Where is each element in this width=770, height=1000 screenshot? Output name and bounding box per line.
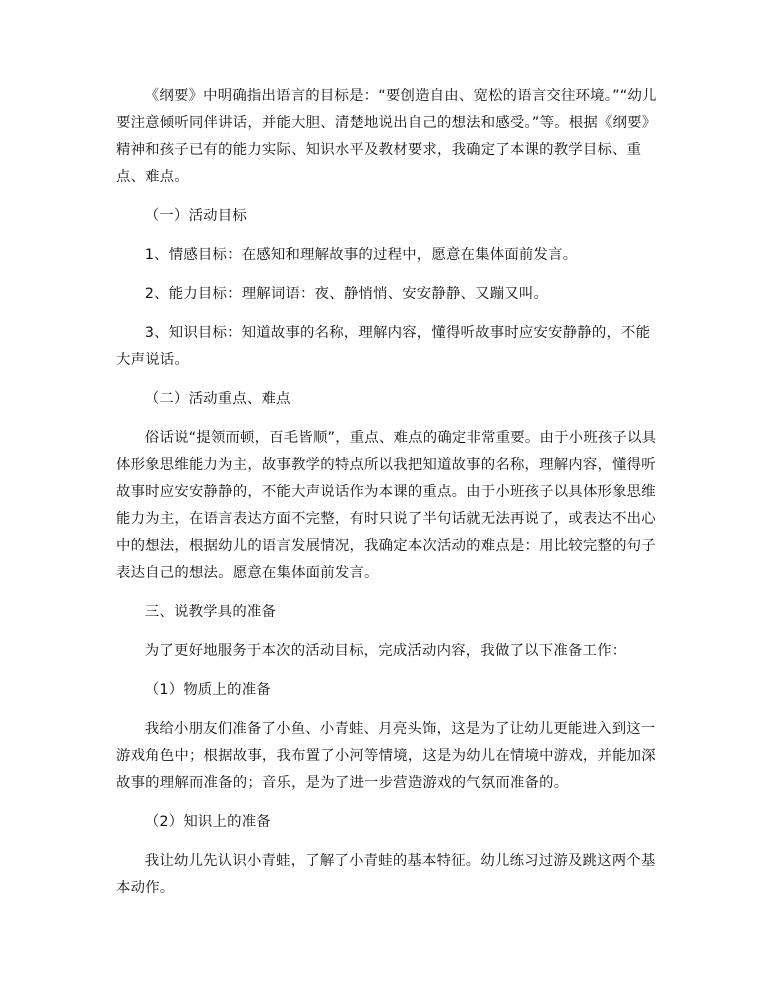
goal-ability: 2、能力目标：理解词语：夜、静悄悄、安安静静、又蹦又叫。	[144, 286, 549, 302]
intro-paragraph: 《纲要》中明确指出语言的目标是：“要创造自由、宽松的语言交往环境。”“幼儿要注意倾听同伴讲话，并能大胆、清楚地说出自己的想法和感受。”等。根据《纲要》精神和孩子已有的能力实际、知识水平及教材要求，我确定了本课的教学目标、重点、难点。	[116, 88, 657, 185]
knowledge-prep-paragraph: 我让幼儿先认识小青蛙，了解了小青蛙的基本特征。幼儿练习过游及跳这两个基本动作。	[116, 853, 656, 896]
key-points-paragraph: 俗话说“提领而顿，百毛皆顺”，重点、难点的确定非常重要。由于小班孩子以具体形象思维能力为主，故事教学的特点所以我把知道故事的名称，理解内容，懂得听故事时应安安静静的，不能大声说话作为本课的重点。由于小班孩子以具体形象思维能力为主，在语言表达方面不完整，有时只说了半句话就无法再说了，或表达不出心中的想法，根据幼儿的语言发展情况，我确定本次活动的难点是：用比较完整的句子表达自己的想法。愿意在集体面前发言。	[116, 430, 657, 581]
subheading-knowledge-prep: （2）知识上的准备	[144, 814, 271, 830]
goal-emotional: 1、情感目标：在感知和理解故事的过程中，愿意在集体面前发言。	[144, 247, 578, 263]
section-heading-teaching-aids: 三、说教学具的准备	[144, 604, 277, 620]
section-heading-key-points: （二）活动重点、难点	[144, 391, 291, 407]
subheading-material-prep: （1）物质上的准备	[144, 682, 271, 698]
material-prep-paragraph: 我给小朋友们准备了小鱼、小青蛙、月亮头饰，这是为了让幼儿更能进入到这一游戏角色中；根据故事，我布置了小河等情境，这是为幼儿在情境中游戏，并能加深故事的理解而准备的；音乐，是为了进一步营造游戏的气氛而准备的。	[116, 721, 656, 791]
teaching-aids-intro: 为了更好地服务于本次的活动目标，完成活动内容，我做了以下准备工作：	[144, 643, 627, 659]
goal-knowledge: 3、知识目标：知道故事的名称，理解内容，懂得听故事时应安安静静的，不能大声说话。	[116, 325, 651, 368]
section-heading-activity-goals: （一）活动目标	[144, 208, 247, 224]
